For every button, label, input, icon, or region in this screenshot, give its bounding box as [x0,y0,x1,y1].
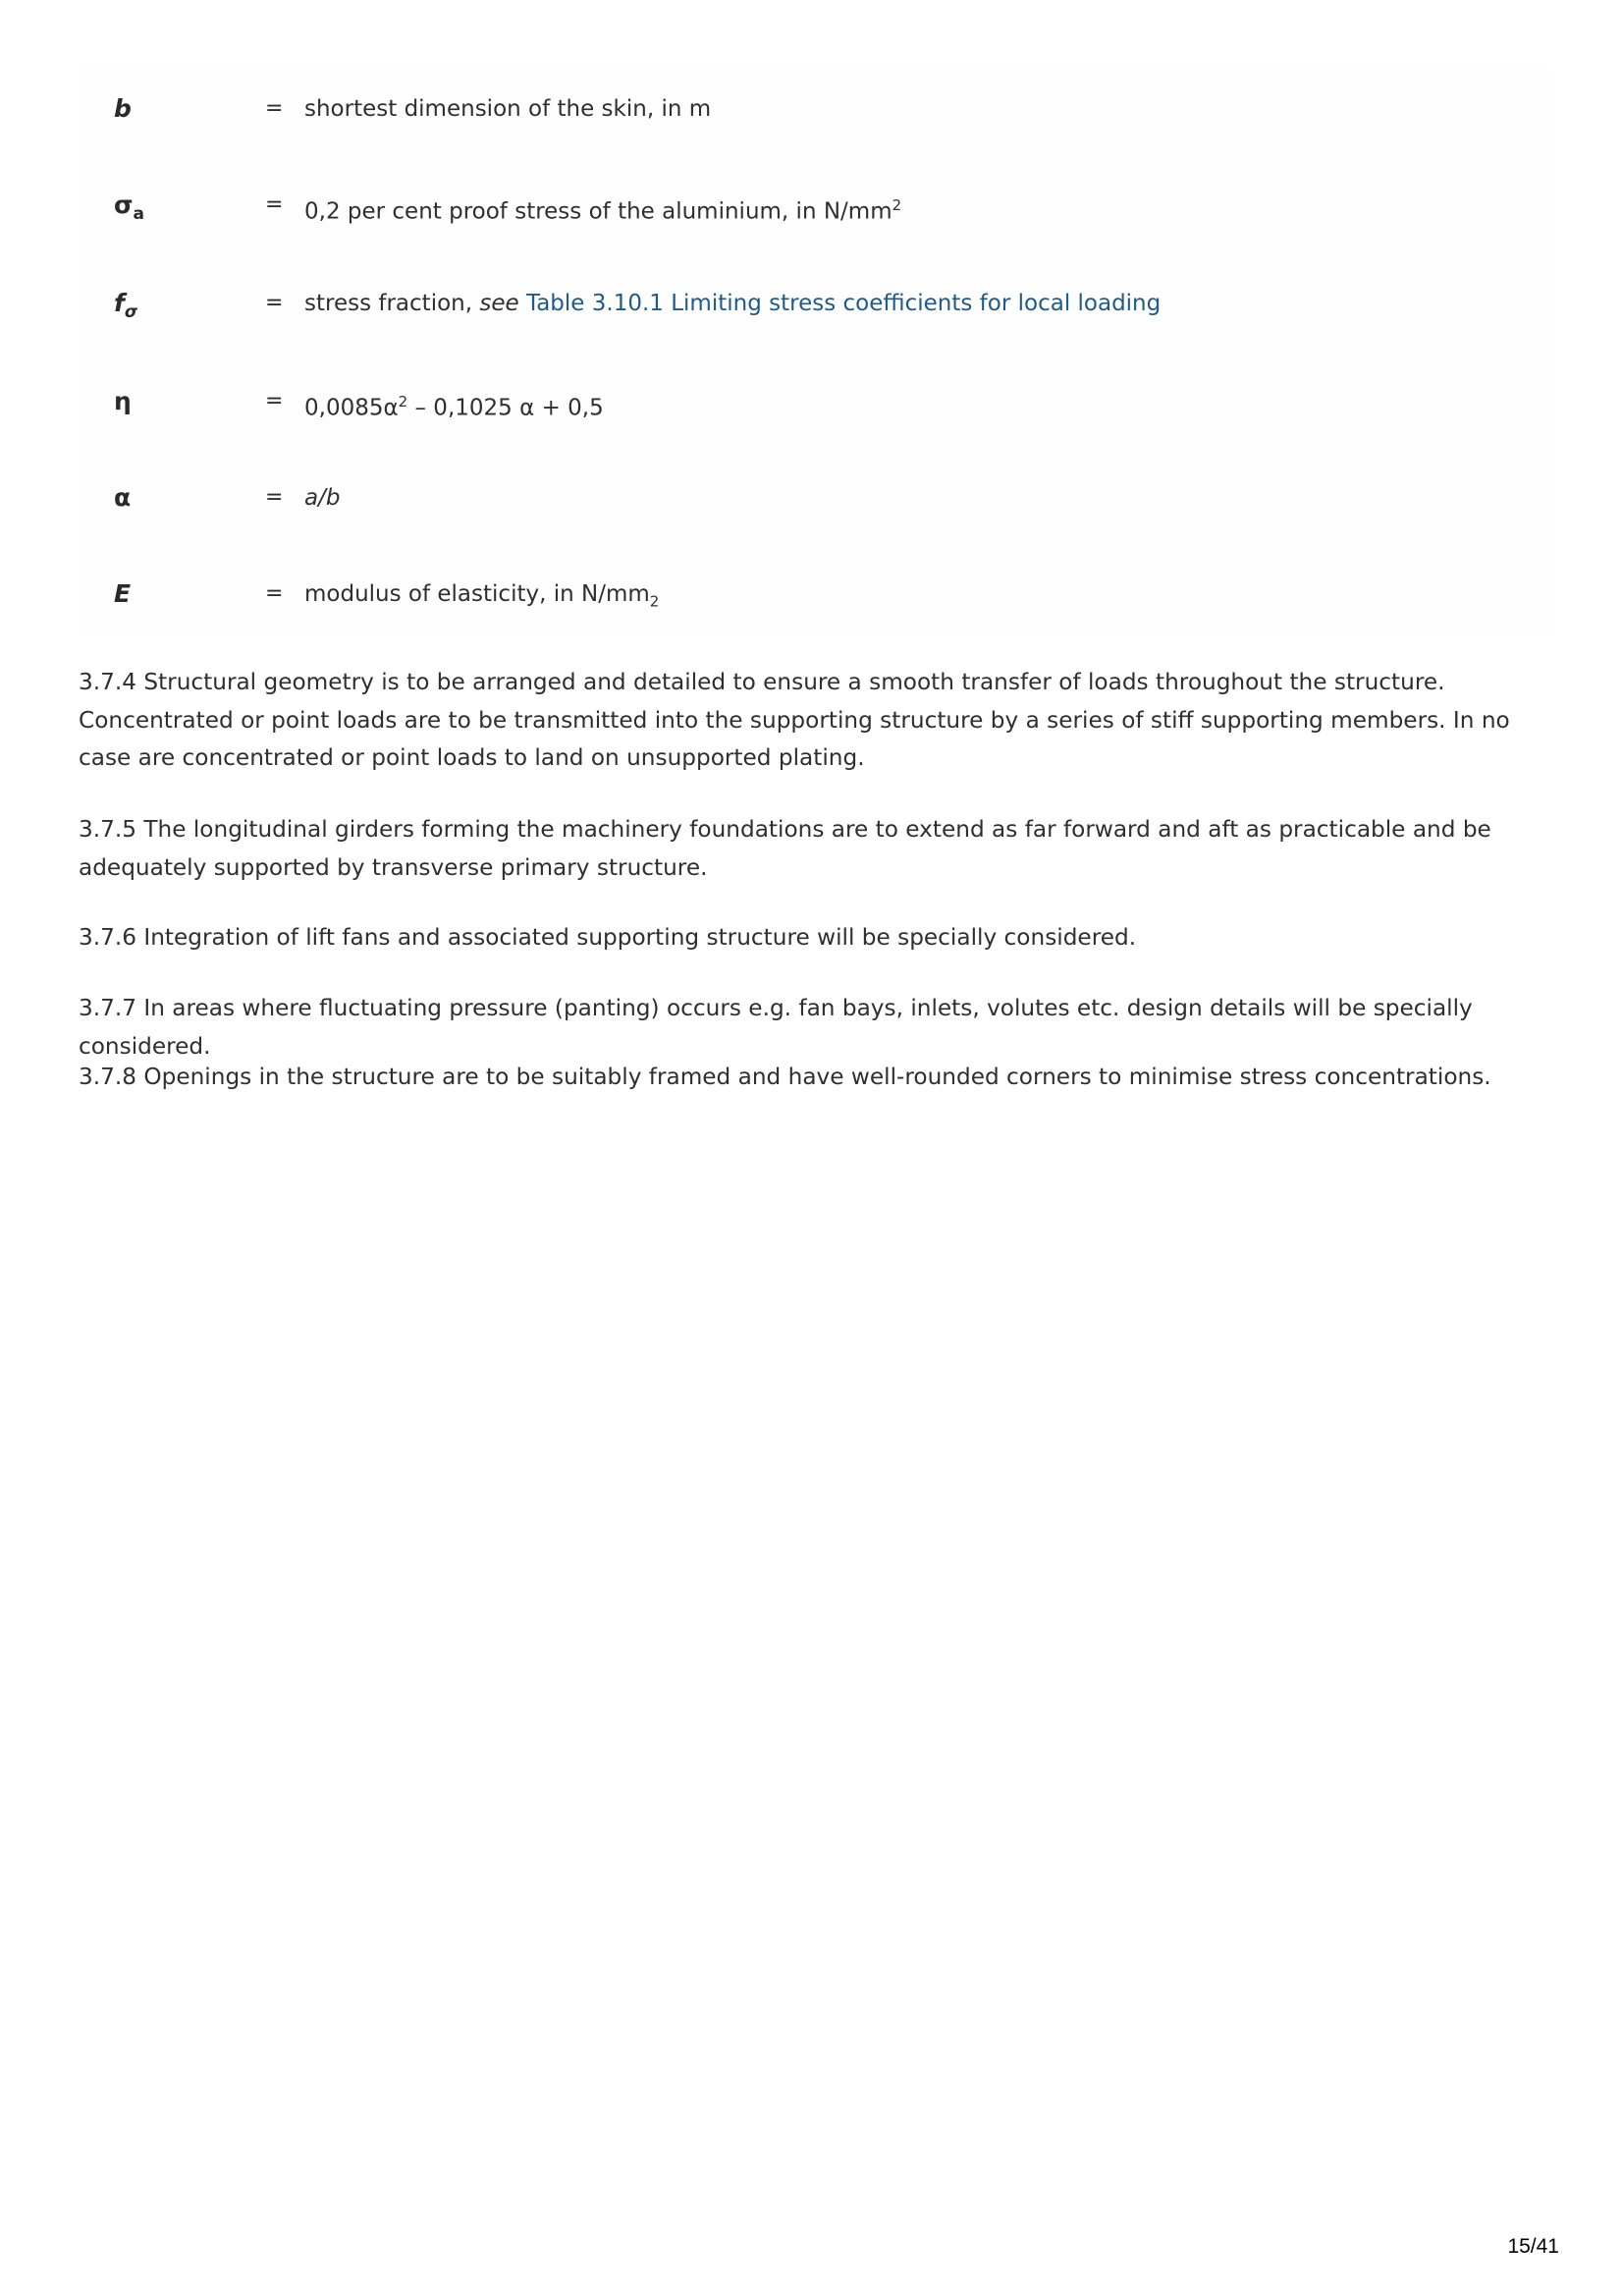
page-number: 15/41 [1507,2235,1559,2258]
definition-symbol: $\sigma_a$ [114,191,144,224]
table-3-10-1-link[interactable]: Table 3.10.1 Limiting stress coefficients for local loading [525,291,1162,316]
paragraph-3-7-6: 3.7.6 Integration of lift fans and associated supporting structure will be specially considered. [79,924,1137,951]
definition-symbol: E [114,579,132,608]
definitions-panel [79,67,1551,636]
equals-sign: = [265,291,284,315]
definition-description: modulus of elasticity, in $N/mm_2$ [304,581,660,611]
definition-row [79,570,1551,619]
definition-description: stress fraction, see Table 3.10.1 Limiting stress coefficients for local loading [304,291,1162,316]
definition-symbol: $f_\sigma$ [114,289,138,322]
definition-formula: $0,0085\alpha^2 - 0,1025$ α + 0,5 [304,393,604,421]
definition-description: shortest dimension of the skin, in m [304,96,712,122]
definition-row [79,473,1551,522]
equals-sign: = [265,389,284,413]
definition-row [79,84,1551,134]
definition-row [79,181,1551,230]
definition-row [79,377,1551,426]
equals-sign: = [265,192,284,217]
definition-symbol: η [114,387,132,415]
equals-sign: = [265,485,284,510]
paragraph-3-7-7: 3.7.7 In areas where fluctuating pressure (panting) occurs e.g. fan bays, inlets, volutes etc. design details will be specially considered. [79,995,1473,1060]
definition-symbol: b [114,94,132,123]
equals-sign: = [265,96,284,121]
definition-description: 0,2 per cent proof stress of the aluminium, in $N/mm^2$ [304,196,902,225]
paragraph-3-7-5: 3.7.5 The longitudinal girders forming the machinery foundations are to extend as far forward and aft as practicable and be adequately supported by transverse primary structure. [79,816,1491,881]
definition-description: a/b [304,485,341,511]
paragraph-3-7-8: 3.7.8 Openings in the structure are to be suitably framed and have well-rounded corners to minimise stress concentrations. [79,1064,1491,1090]
equals-sign: = [265,581,284,606]
definition-symbol: α [114,483,132,512]
paragraph-3-7-4: 3.7.4 Structural geometry is to be arranged and detailed to ensure a smooth transfer of loads throughout the structure. Concentrated or point loads are to be transmitted into the supporting structure by a series of stiff supporting members. In no case are concentrated or point loads to land on unsupported plating. [79,669,1510,771]
definition-row [79,279,1551,328]
